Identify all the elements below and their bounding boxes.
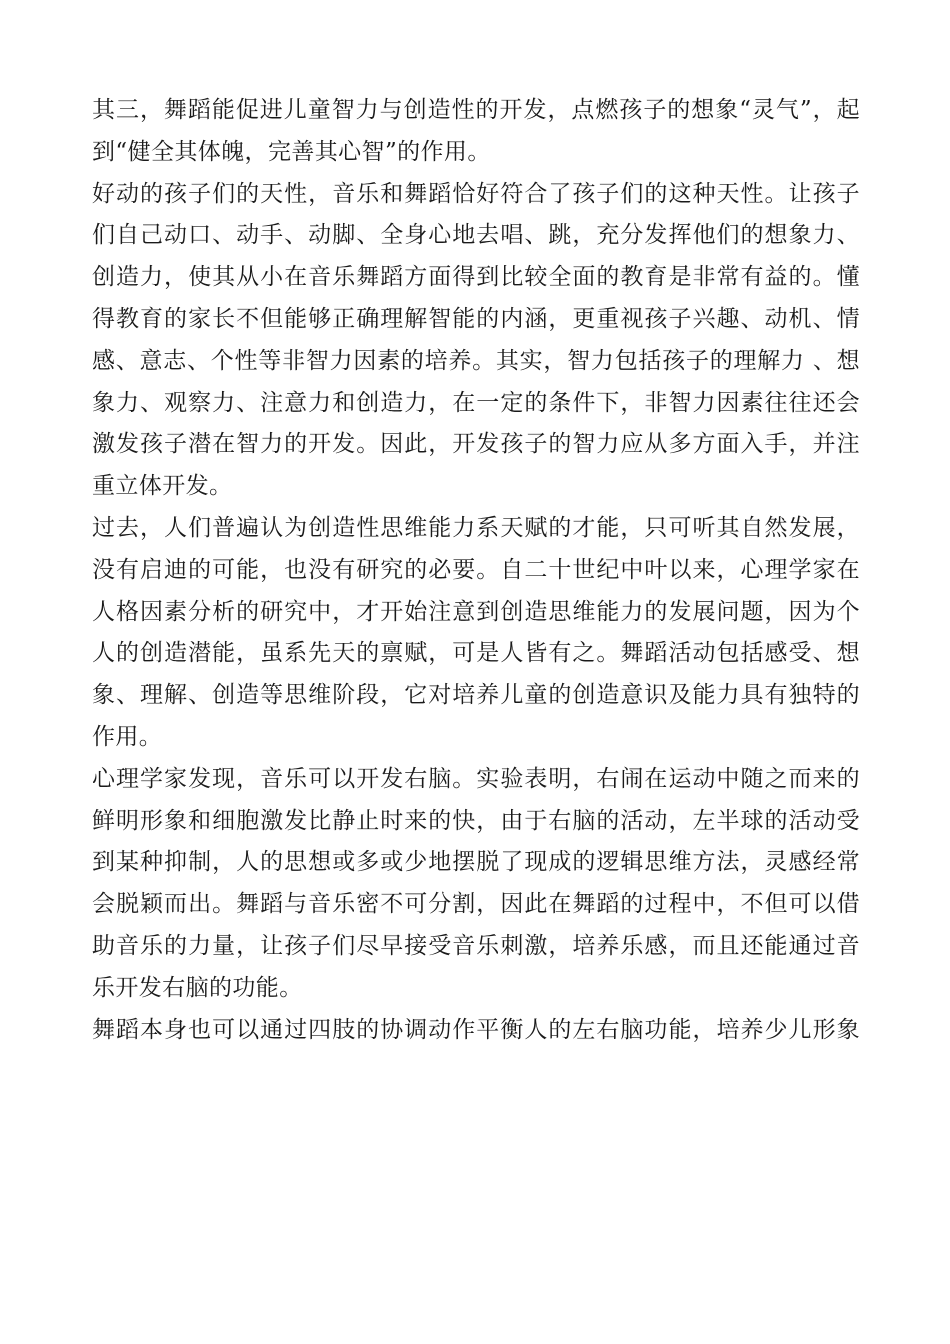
text-line: 没有启迪的可能，也没有研究的必要。自二十世纪中叶以来，心理学家在 (92, 556, 860, 583)
text-line: 好动的孩子们的天性，音乐和舞蹈恰好符合了孩子们的这种天性。让孩子 (92, 180, 860, 207)
text-line: 重立体开发。 (92, 473, 233, 500)
text-line: 创造力，使其从小在音乐舞蹈方面得到比较全面的教育是非常有益的。懂 (92, 264, 860, 291)
text-line: 到某种抑制，人的思想或多或少地摆脱了现成的逻辑思维方法，灵感经常 (92, 849, 860, 876)
text-line: 作用。 (92, 723, 163, 750)
document-page (92, 90, 860, 1051)
paragraph-2 (92, 174, 860, 508)
text-line: 人格因素分析的研究中，才开始注意到创造思维能力的发展问题，因为个 (92, 598, 860, 625)
text-line: 得教育的家长不但能够正确理解智能的内涵，更重视孩子兴趣、动机、情 (92, 305, 860, 332)
text-line: 乐开发右脑的功能。 (92, 974, 303, 1001)
text-line: 象力、观察力、注意力和创造力，在一定的条件下，非智力因素往往还会 (92, 389, 860, 416)
text-line: 人的创造潜能，虽系先天的禀赋，可是人皆有之。舞蹈活动包括感受、想 (92, 640, 860, 667)
text-line: 舞蹈本身也可以通过四肢的协调动作平衡人的左右脑功能，培养少儿形象 (92, 1016, 860, 1043)
text-line: 助音乐的力量，让孩子们尽早接受音乐刺激，培养乐感，而且还能通过音 (92, 932, 860, 959)
paragraph-1 (92, 90, 860, 174)
text-line: 感、意志、个性等非智力因素的培养。其实，智力包括孩子的理解力 、想 (92, 347, 860, 374)
text-line: 到“健全其体魄，完善其心智”的作用。 (92, 138, 491, 165)
text-line: 过去，人们普遍认为创造性思维能力系天赋的才能，只可听其自然发展， (92, 514, 860, 541)
text-line: 激发孩子潜在智力的开发。因此，开发孩子的智力应从多方面入手，并注 (92, 431, 860, 458)
text-line: 心理学家发现，音乐可以开发右脑。实验表明，右闹在运动中随之而来的 (92, 765, 860, 792)
text-line: 鲜明形象和细胞激发比静止时来的快，由于右脑的活动，左半球的活动受 (92, 807, 860, 834)
text-line: 会脱颖而出。舞蹈与音乐密不可分割，因此在舞蹈的过程中，不但可以借 (92, 891, 860, 918)
text-line: 其三，舞蹈能促进儿童智力与创造性的开发，点燃孩子的想象“灵气”，起 (92, 97, 860, 123)
paragraph-5 (92, 1010, 860, 1052)
paragraph-4 (92, 759, 860, 1010)
text-line: 象、理解、创造等思维阶段，它对培养儿童的创造意识及能力具有独特的 (92, 682, 860, 709)
text-line: 们自己动口、动手、动脚、全身心地去唱、跳，充分发挥他们的想象力、 (92, 222, 860, 249)
paragraph-3 (92, 508, 860, 759)
